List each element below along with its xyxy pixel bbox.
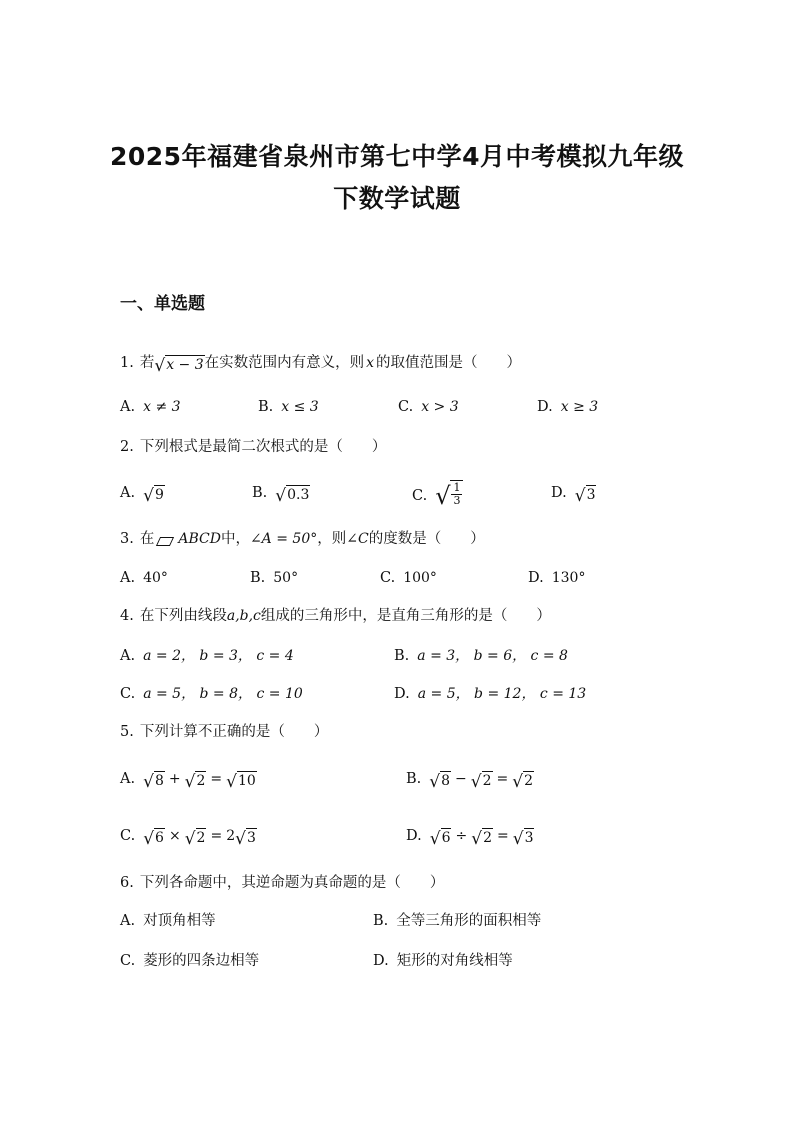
radical-sign-icon: √ — [184, 772, 196, 792]
denominator: 3 — [453, 494, 461, 507]
coefficient: 2 — [226, 828, 236, 844]
question-text: 下列计算不正确的是（ ） — [139, 724, 329, 740]
radicand: 3 — [524, 830, 534, 846]
question-4 — [120, 605, 551, 627]
radicand: 3 — [586, 487, 596, 503]
option-label: C. — [398, 399, 414, 415]
sqrt-term — [185, 828, 207, 847]
option-c[interactable] — [120, 683, 303, 705]
option-text: 菱形的四条边相等 — [143, 953, 260, 969]
question-text: 在 — [139, 531, 155, 547]
option-d[interactable] — [551, 482, 596, 504]
option-label: A. — [120, 399, 136, 415]
variables: a,b,c — [226, 608, 261, 624]
radicand — [450, 480, 463, 507]
option-expression: x ≠ 3 — [143, 399, 181, 415]
option-label: A. — [120, 771, 136, 787]
option-expression: a = 5， b = 12， c = 13 — [417, 686, 587, 702]
option-d[interactable] — [537, 396, 598, 418]
radicand: 2 — [483, 830, 492, 846]
option-b[interactable] — [258, 396, 319, 418]
option-text: 矩形的对角线相等 — [396, 953, 513, 969]
option-a[interactable] — [120, 768, 257, 790]
option-value: 130° — [551, 570, 586, 586]
option-expression: a = 3， b = 6， c = 8 — [417, 648, 568, 664]
option-b[interactable] — [394, 645, 568, 667]
question-2 — [120, 436, 386, 458]
option-expression: x ≥ 3 — [560, 399, 599, 415]
option-label: D. — [406, 828, 422, 844]
option-label: D. — [528, 570, 544, 586]
radicand: x − 3 — [166, 357, 204, 373]
question-number: 1. — [120, 355, 134, 371]
sqrt-term — [143, 771, 165, 790]
sqrt-term — [143, 828, 165, 847]
option-value: 40° — [143, 570, 168, 586]
equals-sign: = — [496, 771, 509, 787]
radicand: 9 — [154, 487, 164, 503]
equals-sign: = — [210, 771, 223, 787]
question-5 — [120, 721, 328, 743]
option-label: B. — [250, 570, 266, 586]
option-label: C. — [120, 686, 136, 702]
option-expression: a = 5， b = 8， c = 10 — [143, 686, 303, 702]
radicand: 6 — [155, 830, 164, 846]
option-label: D. — [551, 485, 567, 501]
question-text: 下列各命题中，其逆命题为真命题的是（ ） — [139, 875, 445, 891]
option-label: B. — [394, 648, 410, 664]
parallelogram-icon — [156, 537, 174, 546]
sqrt-term — [235, 828, 257, 847]
radical-sign-icon: √ — [275, 486, 287, 506]
radical-sign-icon: √ — [574, 486, 586, 506]
option-b[interactable] — [252, 482, 310, 504]
operator: + — [168, 771, 181, 787]
question-number: 5. — [120, 724, 134, 740]
question-number: 4. — [120, 608, 134, 624]
option-expression: a = 2， b = 3， c = 4 — [143, 648, 294, 664]
question-text: 下列根式是最简二次根式的是（ ） — [139, 439, 387, 455]
option-label: B. — [258, 399, 274, 415]
question-3 — [120, 528, 485, 550]
sqrt-term — [512, 771, 534, 790]
option-d[interactable] — [373, 950, 513, 972]
option-label: C. — [120, 953, 136, 969]
fraction — [451, 482, 462, 507]
operator: × — [168, 828, 181, 844]
sqrt-term — [430, 828, 452, 847]
sqrt-term — [471, 828, 493, 847]
radical-sign-icon: √ — [429, 772, 441, 792]
question-number: 6. — [120, 875, 134, 891]
radical-sign-icon: √ — [154, 356, 166, 376]
question-text: 组成的三角形中，是直角三角形的是（ ） — [260, 608, 551, 624]
question-text: 在实数范围内有意义，则 — [204, 355, 365, 371]
option-label: B. — [406, 771, 422, 787]
option-label: B. — [373, 913, 389, 929]
option-a[interactable] — [120, 910, 216, 932]
sqrt-term — [226, 771, 257, 790]
radicand: 2 — [196, 773, 206, 789]
option-b[interactable] — [373, 910, 541, 932]
option-label: A. — [120, 485, 136, 501]
angle-a: ∠A = 50° — [249, 531, 318, 547]
radical-sign-icon: √ — [184, 829, 196, 849]
operator: − — [455, 771, 467, 787]
option-label: D. — [394, 686, 410, 702]
option-label: C. — [412, 488, 428, 504]
option-b[interactable] — [250, 567, 298, 589]
option-value: 50° — [273, 570, 299, 586]
option-value: 100° — [403, 570, 437, 586]
radical-sign-icon: √ — [512, 829, 524, 849]
radicand: 8 — [441, 773, 451, 789]
option-c[interactable] — [412, 480, 463, 510]
equals-sign: = — [210, 828, 223, 844]
option-label: D. — [537, 399, 553, 415]
page-title-line-1: 2025年福建省泉州市第七中学4月中考模拟九年级 — [110, 142, 684, 171]
option-a[interactable] — [120, 482, 165, 504]
question-text: ，则 — [317, 531, 347, 547]
radical-sign-icon: √ — [435, 482, 451, 510]
option-label: A. — [120, 648, 136, 664]
radical-sign-icon: √ — [143, 829, 155, 849]
radicand: 2 — [196, 830, 206, 846]
option-a[interactable] — [120, 567, 168, 589]
shape-name: ABCD — [178, 531, 221, 547]
question-6 — [120, 872, 444, 894]
question-1 — [120, 352, 521, 374]
option-c[interactable] — [398, 396, 459, 418]
equals-sign: = — [496, 828, 509, 844]
radical-sign-icon: √ — [235, 829, 246, 849]
radicand: 2 — [524, 773, 534, 789]
radical-sign-icon: √ — [512, 772, 524, 792]
option-c[interactable] — [120, 950, 259, 972]
radicand: 2 — [482, 773, 492, 789]
option-c[interactable] — [380, 567, 437, 589]
question-text: 的取值范围是（ ） — [376, 355, 522, 371]
sqrt-expression — [275, 485, 310, 504]
option-label: D. — [373, 953, 389, 969]
option-b[interactable] — [406, 768, 534, 790]
sqrt-term — [429, 771, 451, 790]
sqrt-term — [513, 828, 535, 847]
numerator: 1 — [453, 481, 461, 494]
sqrt-expression — [143, 485, 165, 504]
option-d[interactable] — [528, 567, 585, 589]
question-text: 中， — [220, 531, 250, 547]
option-d[interactable] — [394, 683, 586, 705]
radical-sign-icon: √ — [470, 772, 482, 792]
sqrt-expression — [154, 355, 204, 374]
option-label: A. — [120, 570, 136, 586]
radical-sign-icon: √ — [143, 772, 154, 792]
sqrt-term — [185, 771, 207, 790]
option-label: A. — [120, 913, 136, 929]
option-expression: x > 3 — [421, 399, 459, 415]
sqrt-fraction — [435, 480, 463, 510]
radicand: 8 — [154, 773, 164, 789]
radicand: 10 — [237, 773, 256, 789]
radical-sign-icon: √ — [429, 829, 441, 849]
angle-c: ∠C — [346, 531, 369, 547]
page-title-line-2: 下数学试题 — [333, 184, 461, 213]
radical-sign-icon: √ — [143, 486, 154, 506]
radical-sign-icon: √ — [471, 829, 483, 849]
radicand: 3 — [246, 830, 256, 846]
question-number: 3. — [120, 531, 134, 547]
question-number: 2. — [120, 439, 134, 455]
question-text: 若 — [139, 355, 155, 371]
sqrt-term — [471, 771, 493, 790]
question-text: 在下列由线段 — [139, 608, 227, 624]
option-label: C. — [120, 828, 136, 844]
operator: ÷ — [455, 828, 468, 844]
option-a[interactable] — [120, 645, 294, 667]
sqrt-expression — [575, 485, 597, 504]
section-heading: 一、单选题 — [120, 294, 205, 314]
radicand: 6 — [441, 830, 451, 846]
radical-sign-icon: √ — [226, 772, 237, 792]
option-c[interactable] — [120, 825, 257, 847]
option-text: 对顶角相等 — [143, 913, 216, 929]
option-label: C. — [380, 570, 396, 586]
radicand: 0.3 — [287, 487, 310, 503]
option-label: B. — [252, 485, 268, 501]
option-text: 全等三角形的面积相等 — [396, 913, 542, 929]
option-expression: x ≤ 3 — [281, 399, 319, 415]
variable: x — [366, 355, 375, 371]
option-a[interactable] — [120, 396, 181, 418]
question-text: 的度数是（ ） — [368, 531, 485, 547]
option-d[interactable] — [406, 825, 534, 847]
